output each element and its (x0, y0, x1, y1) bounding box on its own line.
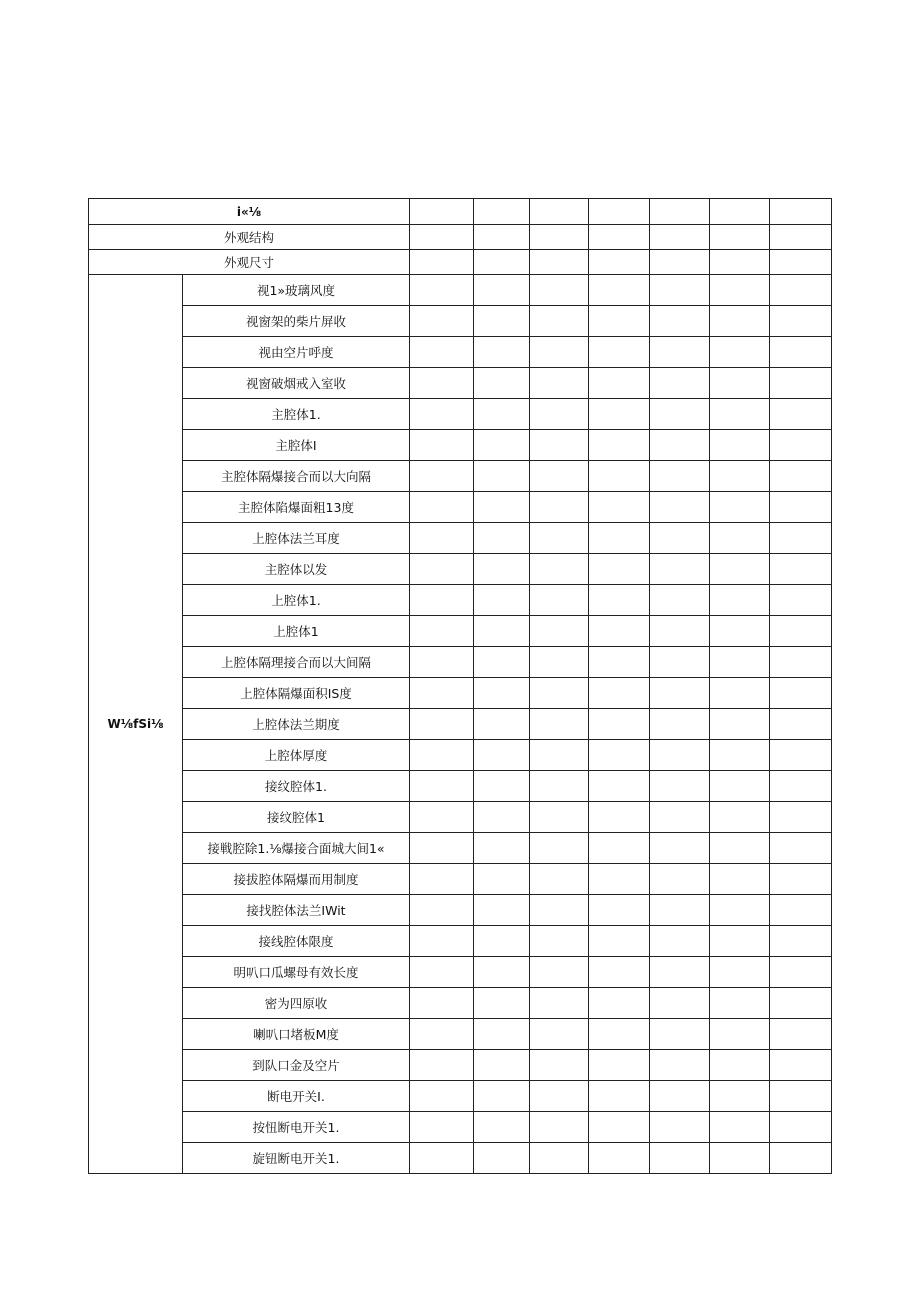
empty-cell (474, 771, 530, 802)
empty-cell (530, 864, 589, 895)
empty-cell (530, 1112, 589, 1143)
table-row (89, 492, 832, 523)
empty-cell (530, 337, 589, 368)
empty-cell (530, 1050, 589, 1081)
header-row (89, 199, 832, 225)
empty-cell (589, 802, 650, 833)
empty-cell (710, 678, 770, 709)
table-row (89, 1050, 832, 1081)
empty-cell (650, 740, 710, 771)
table-row (89, 368, 832, 399)
empty-cell (410, 430, 474, 461)
empty-cell (589, 399, 650, 430)
item-label: 上腔体1 (183, 616, 410, 647)
empty-cell (474, 492, 530, 523)
empty-cell (530, 585, 589, 616)
empty-cell (474, 585, 530, 616)
empty-cell (530, 678, 589, 709)
empty-cell (589, 678, 650, 709)
empty-cell (589, 1081, 650, 1112)
empty-cell (710, 306, 770, 337)
empty-cell (410, 250, 474, 275)
empty-cell (650, 802, 710, 833)
empty-cell (530, 368, 589, 399)
empty-cell (589, 616, 650, 647)
empty-cell (474, 523, 530, 554)
item-label: 主腔体陷爆面粗13度 (183, 492, 410, 523)
empty-cell (530, 199, 589, 225)
empty-cell (589, 250, 650, 275)
empty-cell (589, 225, 650, 250)
table-row (89, 957, 832, 988)
item-label: 视窗破烟戒入室收 (183, 368, 410, 399)
empty-cell (410, 492, 474, 523)
empty-cell (589, 306, 650, 337)
empty-cell (770, 492, 832, 523)
empty-cell (410, 771, 474, 802)
empty-cell (530, 492, 589, 523)
empty-cell (474, 740, 530, 771)
empty-cell (410, 833, 474, 864)
empty-cell (474, 647, 530, 678)
table-row (89, 275, 832, 306)
empty-cell (710, 1081, 770, 1112)
item-label: 上腔体厚度 (183, 740, 410, 771)
empty-cell (589, 1143, 650, 1174)
empty-cell (770, 225, 832, 250)
empty-cell (530, 275, 589, 306)
empty-cell (650, 709, 710, 740)
empty-cell (770, 399, 832, 430)
empty-cell (710, 461, 770, 492)
empty-cell (770, 709, 832, 740)
empty-cell (410, 895, 474, 926)
empty-cell (410, 864, 474, 895)
empty-cell (589, 368, 650, 399)
empty-cell (710, 1019, 770, 1050)
empty-cell (474, 275, 530, 306)
table-row (89, 988, 832, 1019)
item-label: 明叭口瓜螺母有效长度 (183, 957, 410, 988)
empty-cell (474, 709, 530, 740)
empty-cell (589, 430, 650, 461)
empty-cell (770, 199, 832, 225)
empty-cell (650, 461, 710, 492)
empty-cell (589, 895, 650, 926)
empty-cell (770, 554, 832, 585)
empty-cell (474, 461, 530, 492)
empty-cell (589, 864, 650, 895)
table-row (89, 1112, 832, 1143)
empty-cell (589, 926, 650, 957)
table-row (89, 926, 832, 957)
empty-cell (770, 833, 832, 864)
empty-cell (770, 1019, 832, 1050)
empty-cell (530, 988, 589, 1019)
table-row (89, 678, 832, 709)
empty-cell (589, 199, 650, 225)
item-label: 接纹腔体1. (183, 771, 410, 802)
empty-cell (710, 647, 770, 678)
empty-cell (410, 740, 474, 771)
table-row (89, 864, 832, 895)
empty-cell (474, 926, 530, 957)
empty-cell (589, 337, 650, 368)
table-row (89, 802, 832, 833)
empty-cell (710, 368, 770, 399)
empty-cell (770, 802, 832, 833)
empty-cell (474, 988, 530, 1019)
empty-cell (530, 523, 589, 554)
empty-cell (589, 585, 650, 616)
empty-cell (410, 275, 474, 306)
empty-cell (530, 926, 589, 957)
empty-cell (530, 1081, 589, 1112)
empty-cell (410, 709, 474, 740)
empty-cell (650, 430, 710, 461)
empty-cell (770, 523, 832, 554)
empty-cell (410, 1112, 474, 1143)
item-label: 密为四原收 (183, 988, 410, 1019)
empty-cell (474, 957, 530, 988)
empty-cell (410, 1019, 474, 1050)
empty-cell (530, 833, 589, 864)
empty-cell (589, 1112, 650, 1143)
empty-cell (650, 492, 710, 523)
empty-cell (770, 647, 832, 678)
empty-cell (530, 461, 589, 492)
empty-cell (650, 771, 710, 802)
empty-cell (530, 225, 589, 250)
empty-cell (710, 926, 770, 957)
item-label: 视1»玻璃风度 (183, 275, 410, 306)
empty-cell (770, 1112, 832, 1143)
empty-cell (530, 647, 589, 678)
empty-cell (474, 225, 530, 250)
empty-cell (770, 1143, 832, 1174)
empty-cell (474, 337, 530, 368)
empty-cell (530, 250, 589, 275)
empty-cell (410, 399, 474, 430)
empty-cell (410, 988, 474, 1019)
empty-cell (589, 554, 650, 585)
empty-cell (410, 306, 474, 337)
table-row (89, 461, 832, 492)
empty-cell (710, 430, 770, 461)
table-row (89, 1019, 832, 1050)
item-label: 按忸断电开关1. (183, 1112, 410, 1143)
empty-cell (474, 895, 530, 926)
header-cell: i«⅛ (89, 199, 410, 225)
empty-cell (770, 895, 832, 926)
empty-cell (770, 957, 832, 988)
empty-cell (650, 988, 710, 1019)
table-row (89, 616, 832, 647)
table-row (89, 585, 832, 616)
empty-cell (410, 1143, 474, 1174)
empty-cell (770, 988, 832, 1019)
empty-cell (589, 523, 650, 554)
item-label: 主腔体隔爆接合而以大向隔 (183, 461, 410, 492)
empty-cell (710, 957, 770, 988)
empty-cell (710, 802, 770, 833)
item-label: 主腔体1. (183, 399, 410, 430)
empty-cell (410, 1050, 474, 1081)
empty-cell (410, 461, 474, 492)
empty-cell (530, 1143, 589, 1174)
empty-cell (589, 988, 650, 1019)
empty-cell (650, 306, 710, 337)
item-label: 视由空片呼度 (183, 337, 410, 368)
empty-cell (710, 895, 770, 926)
empty-cell (530, 554, 589, 585)
empty-cell (650, 864, 710, 895)
empty-cell (770, 368, 832, 399)
empty-cell (770, 616, 832, 647)
empty-cell (710, 988, 770, 1019)
empty-cell (770, 1081, 832, 1112)
empty-cell (474, 306, 530, 337)
header-row (89, 250, 832, 275)
empty-cell (474, 199, 530, 225)
empty-cell (710, 399, 770, 430)
empty-cell (650, 895, 710, 926)
empty-cell (474, 1112, 530, 1143)
empty-cell (710, 250, 770, 275)
empty-cell (650, 199, 710, 225)
empty-cell (410, 957, 474, 988)
empty-cell (710, 616, 770, 647)
empty-cell (710, 199, 770, 225)
empty-cell (589, 709, 650, 740)
empty-cell (474, 1081, 530, 1112)
empty-cell (410, 585, 474, 616)
empty-cell (710, 771, 770, 802)
header-row (89, 225, 832, 250)
item-label: 视窗架的柴片屏收 (183, 306, 410, 337)
item-label: 接纹腔体1 (183, 802, 410, 833)
empty-cell (474, 399, 530, 430)
empty-cell (770, 250, 832, 275)
header-cell: 外观尺寸 (89, 250, 410, 275)
empty-cell (589, 461, 650, 492)
empty-cell (410, 647, 474, 678)
empty-cell (710, 492, 770, 523)
empty-cell (650, 523, 710, 554)
empty-cell (770, 864, 832, 895)
empty-cell (589, 957, 650, 988)
empty-cell (710, 833, 770, 864)
item-label: 上腔体隔爆面积IS度 (183, 678, 410, 709)
empty-cell (650, 957, 710, 988)
table-row (89, 523, 832, 554)
table-row (89, 337, 832, 368)
empty-cell (474, 250, 530, 275)
empty-cell (589, 275, 650, 306)
empty-cell (770, 430, 832, 461)
empty-cell (474, 1143, 530, 1174)
item-label: 上腔体法兰耳度 (183, 523, 410, 554)
empty-cell (710, 275, 770, 306)
empty-cell (589, 492, 650, 523)
empty-cell (410, 802, 474, 833)
item-label: 接找腔体法兰IWit (183, 895, 410, 926)
empty-cell (710, 1143, 770, 1174)
table-row (89, 895, 832, 926)
empty-cell (410, 225, 474, 250)
table-row (89, 647, 832, 678)
empty-cell (589, 771, 650, 802)
empty-cell (474, 802, 530, 833)
empty-cell (650, 225, 710, 250)
table-row (89, 430, 832, 461)
empty-cell (650, 337, 710, 368)
empty-cell (530, 306, 589, 337)
table-row (89, 1143, 832, 1174)
empty-cell (650, 678, 710, 709)
empty-cell (650, 1112, 710, 1143)
empty-cell (589, 1050, 650, 1081)
empty-cell (530, 709, 589, 740)
empty-cell (410, 678, 474, 709)
empty-cell (650, 833, 710, 864)
empty-cell (530, 399, 589, 430)
empty-cell (474, 678, 530, 709)
group-label: W⅛fSi⅛ (89, 275, 183, 1174)
empty-cell (530, 430, 589, 461)
empty-cell (770, 1050, 832, 1081)
table-row (89, 771, 832, 802)
empty-cell (770, 926, 832, 957)
empty-cell (530, 1019, 589, 1050)
item-label: 接线腔体限度 (183, 926, 410, 957)
empty-cell (650, 926, 710, 957)
item-label: 到队口金及空片 (183, 1050, 410, 1081)
item-label: 上腔体法兰期度 (183, 709, 410, 740)
empty-cell (710, 523, 770, 554)
empty-cell (650, 275, 710, 306)
empty-cell (474, 616, 530, 647)
empty-cell (410, 616, 474, 647)
empty-cell (650, 647, 710, 678)
table-row (89, 554, 832, 585)
empty-cell (710, 864, 770, 895)
empty-cell (530, 616, 589, 647)
item-label: 接戦腔除1.⅛爆接合面城大间1« (183, 833, 410, 864)
empty-cell (710, 1112, 770, 1143)
item-label: 上腔体隔理接合而以大间隔 (183, 647, 410, 678)
empty-cell (710, 709, 770, 740)
empty-cell (710, 740, 770, 771)
empty-cell (650, 616, 710, 647)
empty-cell (589, 1019, 650, 1050)
table-row (89, 1081, 832, 1112)
empty-cell (530, 895, 589, 926)
empty-cell (530, 957, 589, 988)
empty-cell (589, 740, 650, 771)
empty-cell (410, 926, 474, 957)
empty-cell (710, 225, 770, 250)
empty-cell (530, 771, 589, 802)
empty-cell (770, 771, 832, 802)
table-row (89, 709, 832, 740)
empty-cell (650, 1050, 710, 1081)
table-row (89, 306, 832, 337)
empty-cell (650, 1143, 710, 1174)
empty-cell (650, 585, 710, 616)
empty-cell (710, 337, 770, 368)
empty-cell (770, 275, 832, 306)
item-label: 主腔体I (183, 430, 410, 461)
empty-cell (710, 554, 770, 585)
empty-cell (650, 250, 710, 275)
empty-cell (410, 368, 474, 399)
empty-cell (410, 1081, 474, 1112)
table-row (89, 740, 832, 771)
item-label: 主腔体以发 (183, 554, 410, 585)
header-cell: 外观结构 (89, 225, 410, 250)
empty-cell (474, 1050, 530, 1081)
empty-cell (474, 368, 530, 399)
inspection-table (88, 198, 832, 1174)
empty-cell (710, 585, 770, 616)
empty-cell (770, 678, 832, 709)
empty-cell (650, 1081, 710, 1112)
empty-cell (589, 647, 650, 678)
empty-cell (530, 802, 589, 833)
empty-cell (474, 864, 530, 895)
table-row (89, 399, 832, 430)
empty-cell (770, 585, 832, 616)
empty-cell (710, 1050, 770, 1081)
empty-cell (770, 740, 832, 771)
empty-cell (474, 554, 530, 585)
empty-cell (650, 368, 710, 399)
empty-cell (770, 461, 832, 492)
item-label: 喇叭口堵板M度 (183, 1019, 410, 1050)
item-label: 接拔腔体隔爆而用制度 (183, 864, 410, 895)
item-label: 旋钮断电开关1. (183, 1143, 410, 1174)
empty-cell (474, 430, 530, 461)
empty-cell (770, 337, 832, 368)
empty-cell (770, 306, 832, 337)
empty-cell (530, 740, 589, 771)
empty-cell (410, 554, 474, 585)
empty-cell (410, 199, 474, 225)
item-label: 断电开关I. (183, 1081, 410, 1112)
empty-cell (589, 833, 650, 864)
empty-cell (410, 337, 474, 368)
empty-cell (410, 523, 474, 554)
empty-cell (650, 554, 710, 585)
empty-cell (474, 833, 530, 864)
empty-cell (650, 399, 710, 430)
item-label: 上腔体1. (183, 585, 410, 616)
table-row (89, 833, 832, 864)
empty-cell (474, 1019, 530, 1050)
empty-cell (650, 1019, 710, 1050)
